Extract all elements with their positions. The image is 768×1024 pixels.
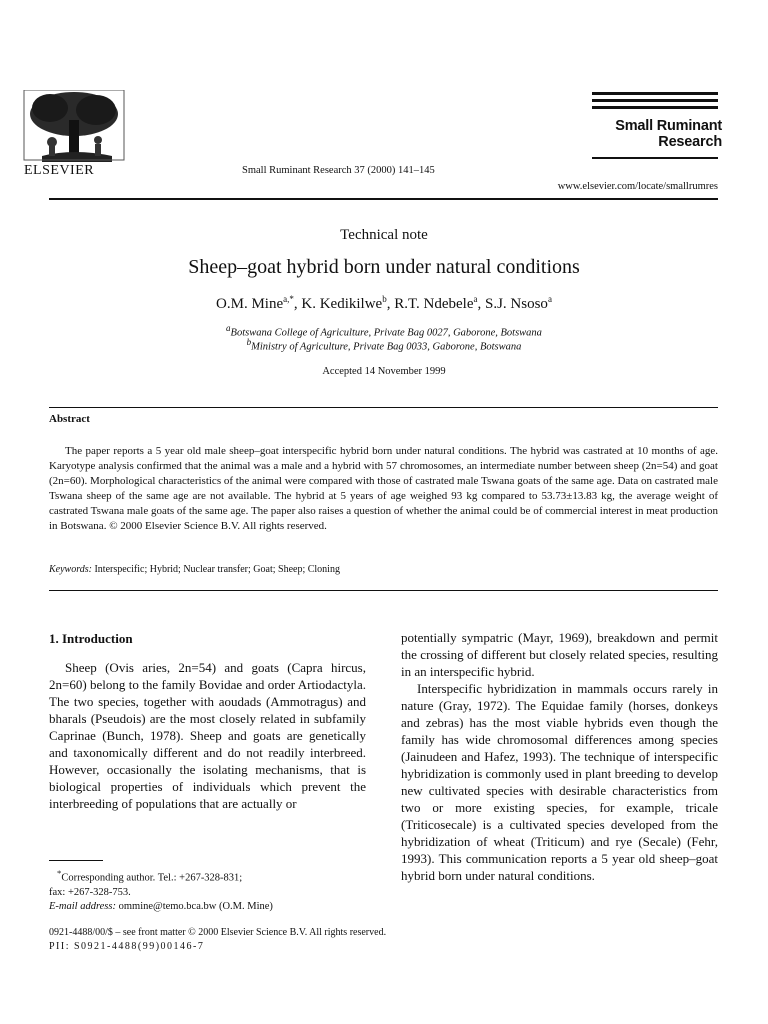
author-3-sup: a bbox=[473, 294, 478, 304]
affiliation-b bbox=[0, 337, 768, 353]
footnote-rule bbox=[49, 860, 103, 861]
masthead-rule-2 bbox=[592, 99, 718, 102]
author-1: O.M. Mine bbox=[216, 296, 284, 312]
journal-name bbox=[582, 118, 722, 150]
paper-title: Sheep–goat hybrid born under natural conditions bbox=[188, 256, 580, 278]
footnote-line1: Corresponding author. Tel.: +267-328-831; bbox=[61, 872, 243, 884]
journal-name-line2: Research bbox=[658, 134, 722, 150]
affiliation-b-text: Ministry of Agriculture, Private Bag 0033, Gaborone, Botswana bbox=[251, 341, 522, 353]
intro-paragraph-2: Interspecific hybridization in mammals occurs rarely in nature (Gray, 1972). The Equidae family (horses, donkeys and zebras) has the most viable hybrids even though the family has wide chromosomal differences among species (Jainudeen and Hafez, 1993). The technique of interspecific hybridization is commonly used in plant breeding to develop new cultivated species with desirable characteristics from two or more existing species, for example, tricale (Triticosecale) is a cultivated species developed from the hybridization of wheat (Triticum) and rye (Secale) (Fehr, 1993). This communication reports a 5 year old sheep–goat hybrid born under natural conditions. bbox=[401, 681, 718, 883]
author-4-sup: a bbox=[547, 294, 552, 304]
journal-reference: Small Ruminant Research 37 (2000) 141–145 bbox=[242, 165, 435, 176]
footnote-email[interactable]: ommine@temo.bca.bw (O.M. Mine) bbox=[118, 900, 273, 912]
affiliation-a-text: Botswana College of Agriculture, Private Bag 0027, Gaborone, Botswana bbox=[230, 327, 542, 339]
abstract-heading: Abstract bbox=[49, 413, 90, 425]
footnote-email-label: E-mail address: bbox=[49, 900, 116, 912]
keywords-line bbox=[49, 564, 340, 575]
accepted-date: Accepted 14 November 1999 bbox=[322, 366, 446, 377]
author-1-sup: a,* bbox=[283, 294, 294, 304]
publisher-name: ELSEVIER bbox=[24, 163, 95, 178]
affiliation-b-sup: b bbox=[246, 337, 252, 347]
author-2-sup: b bbox=[382, 294, 387, 304]
keywords-list: Interspecific; Hybrid; Nuclear transfer; Goat; Sheep; Cloning bbox=[94, 564, 340, 575]
keywords-label: Keywords: bbox=[49, 564, 92, 575]
header-rule bbox=[49, 198, 718, 200]
copyright-block bbox=[49, 926, 386, 954]
intro-paragraph-1-cont: potentially sympatric (Mayr, 1969), breakdown and permit the crossing of different but closely related species, resulting in an interspecific hybrid. bbox=[401, 630, 718, 679]
author-4: S.J. Nsoso bbox=[485, 296, 548, 312]
body-column-left bbox=[49, 659, 366, 812]
abstract-bottom-rule bbox=[49, 590, 718, 591]
abstract-top-rule bbox=[49, 407, 718, 408]
footnote-line2: fax: +267-328-753. bbox=[49, 886, 131, 898]
author-3: R.T. Ndebele bbox=[394, 296, 474, 312]
affiliation-a-sup: a bbox=[226, 323, 231, 333]
section-heading-introduction: 1. Introduction bbox=[49, 631, 133, 646]
masthead-rule-1 bbox=[592, 92, 718, 95]
masthead-rule-4 bbox=[592, 157, 718, 159]
pii-line: PII: S0921-4488(99)00146-7 bbox=[49, 941, 205, 952]
journal-name-line1: Small Ruminant bbox=[615, 118, 722, 134]
copyright-line: 0921-4488/00/$ – see front matter © 2000 Elsevier Science B.V. All rights reserved. bbox=[49, 927, 387, 938]
intro-paragraph-1: Sheep (Ovis aries, 2n=54) and goats (Capra hircus, 2n=60) belong to the family Bovidae and order Artiodactyla. The two species, together with aoudads (Ammotragus) and bharals (Pseudois) are the most closely related in subfamily Caprinae (Bunch, 1978). Sheep and goats are genetically and taxonomically different and do not readily interbreed. However, occasionally the isolating mechanisms, that is biological properties of individuals which prevent the interbreeding of populations that are actually or bbox=[49, 660, 366, 811]
journal-url[interactable]: www.elsevier.com/locate/smallrumres bbox=[557, 181, 718, 192]
document-type: Technical note bbox=[340, 227, 428, 243]
author-list: O.M. Mine$^{a,*}$, K. Kedikilwe$^b$, R.T. Ndebele$^a$, S.J. Nsoso$^a$ bbox=[216, 294, 552, 312]
corresponding-author-footnote: *Corresponding author. Tel.: +267-328-831; fax: +267-328-753. E-mail address: ommine@temo.bca.bw (O.M. Mine) bbox=[49, 866, 369, 914]
body-column-right bbox=[401, 629, 718, 884]
author-2: K. Kedikilwe bbox=[301, 296, 383, 312]
abstract-text: The paper reports a 5 year old male sheep–goat interspecific hybrid born under natural conditions. The hybrid was castrated at 10 months of age. Karyotype analysis confirmed that the animal was a male and a hybrid with 57 chromosomes, an intermediate number between sheep (2n=54) and goat (2n=60). Morphological characteristics of the animal were compared with those of castrated male Tswana goats of the same age. Data on castrated male Tswana sheep of the same age are not available. The hybrid at 5 years of age weighed 93 kg compared to 53.73±13.83 kg, the average weight of castrated Tswana male goats of the same age. The paper also raises a question of whether the animal could be of commercial interest in meat production in Botswana. © 2000 Elsevier Science B.V. All rights reserved. bbox=[49, 445, 718, 532]
masthead-rule-3 bbox=[592, 106, 718, 109]
